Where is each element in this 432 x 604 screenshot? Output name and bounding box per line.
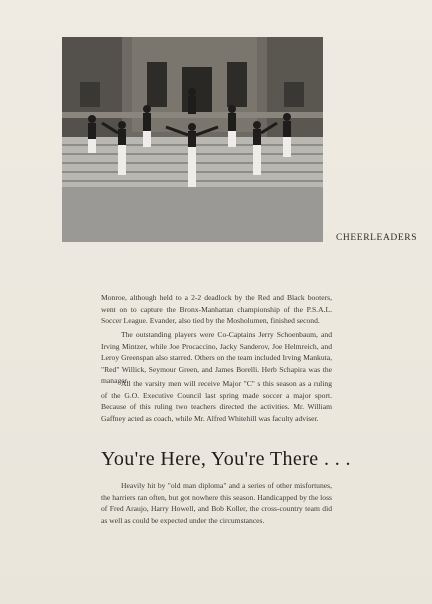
paragraph-soccer-players: The outstanding players were Co-Captains Jerry Schoenbaum, and Irving Mintzer, while Joe Procaccino, Jacky Sanderov, Joe Helmreich, and Leroy Greenspan also starred. Others on the team included Irving Mankuta, "Red" Willick, Seymour Green, and James Borelli. Herb Schapira was the manager. — [101, 330, 332, 386]
section-heading: You're Here, You're There . . . — [101, 448, 351, 470]
paragraph-varsity-awards: All the varsity men will receive Major "C" s this season as a ruling of the G.O. Executive Council last spring made soccer a major sport. Because of this ruling two teachers directed the activities. Mr. William Gaffney acted as coach, while Mr. Alfred Whitehill was faculty adviser. — [101, 379, 332, 423]
paragraph-cross-country: Heavily hit by "old man diploma" and a series of other misfortunes, the harriers ran often, but got nowhere this season. Handicapped by the loss of Fred Araujo, Harry Howell, and Bob Koller, the cross-country team did as well as could be expected under the circumstances. — [101, 481, 332, 525]
paragraph-soccer-championship: Monroe, although held to a 2-2 deadlock by the Red and Black booters, went on to capture the Bronx-Manhattan championship of the P.S.A.L. Soccer League. Evander, also tied by the Mosholumen, finished second. — [101, 293, 332, 326]
photo-caption: CHEERLEADERS — [336, 233, 418, 243]
cheerleaders-photo — [62, 37, 323, 242]
